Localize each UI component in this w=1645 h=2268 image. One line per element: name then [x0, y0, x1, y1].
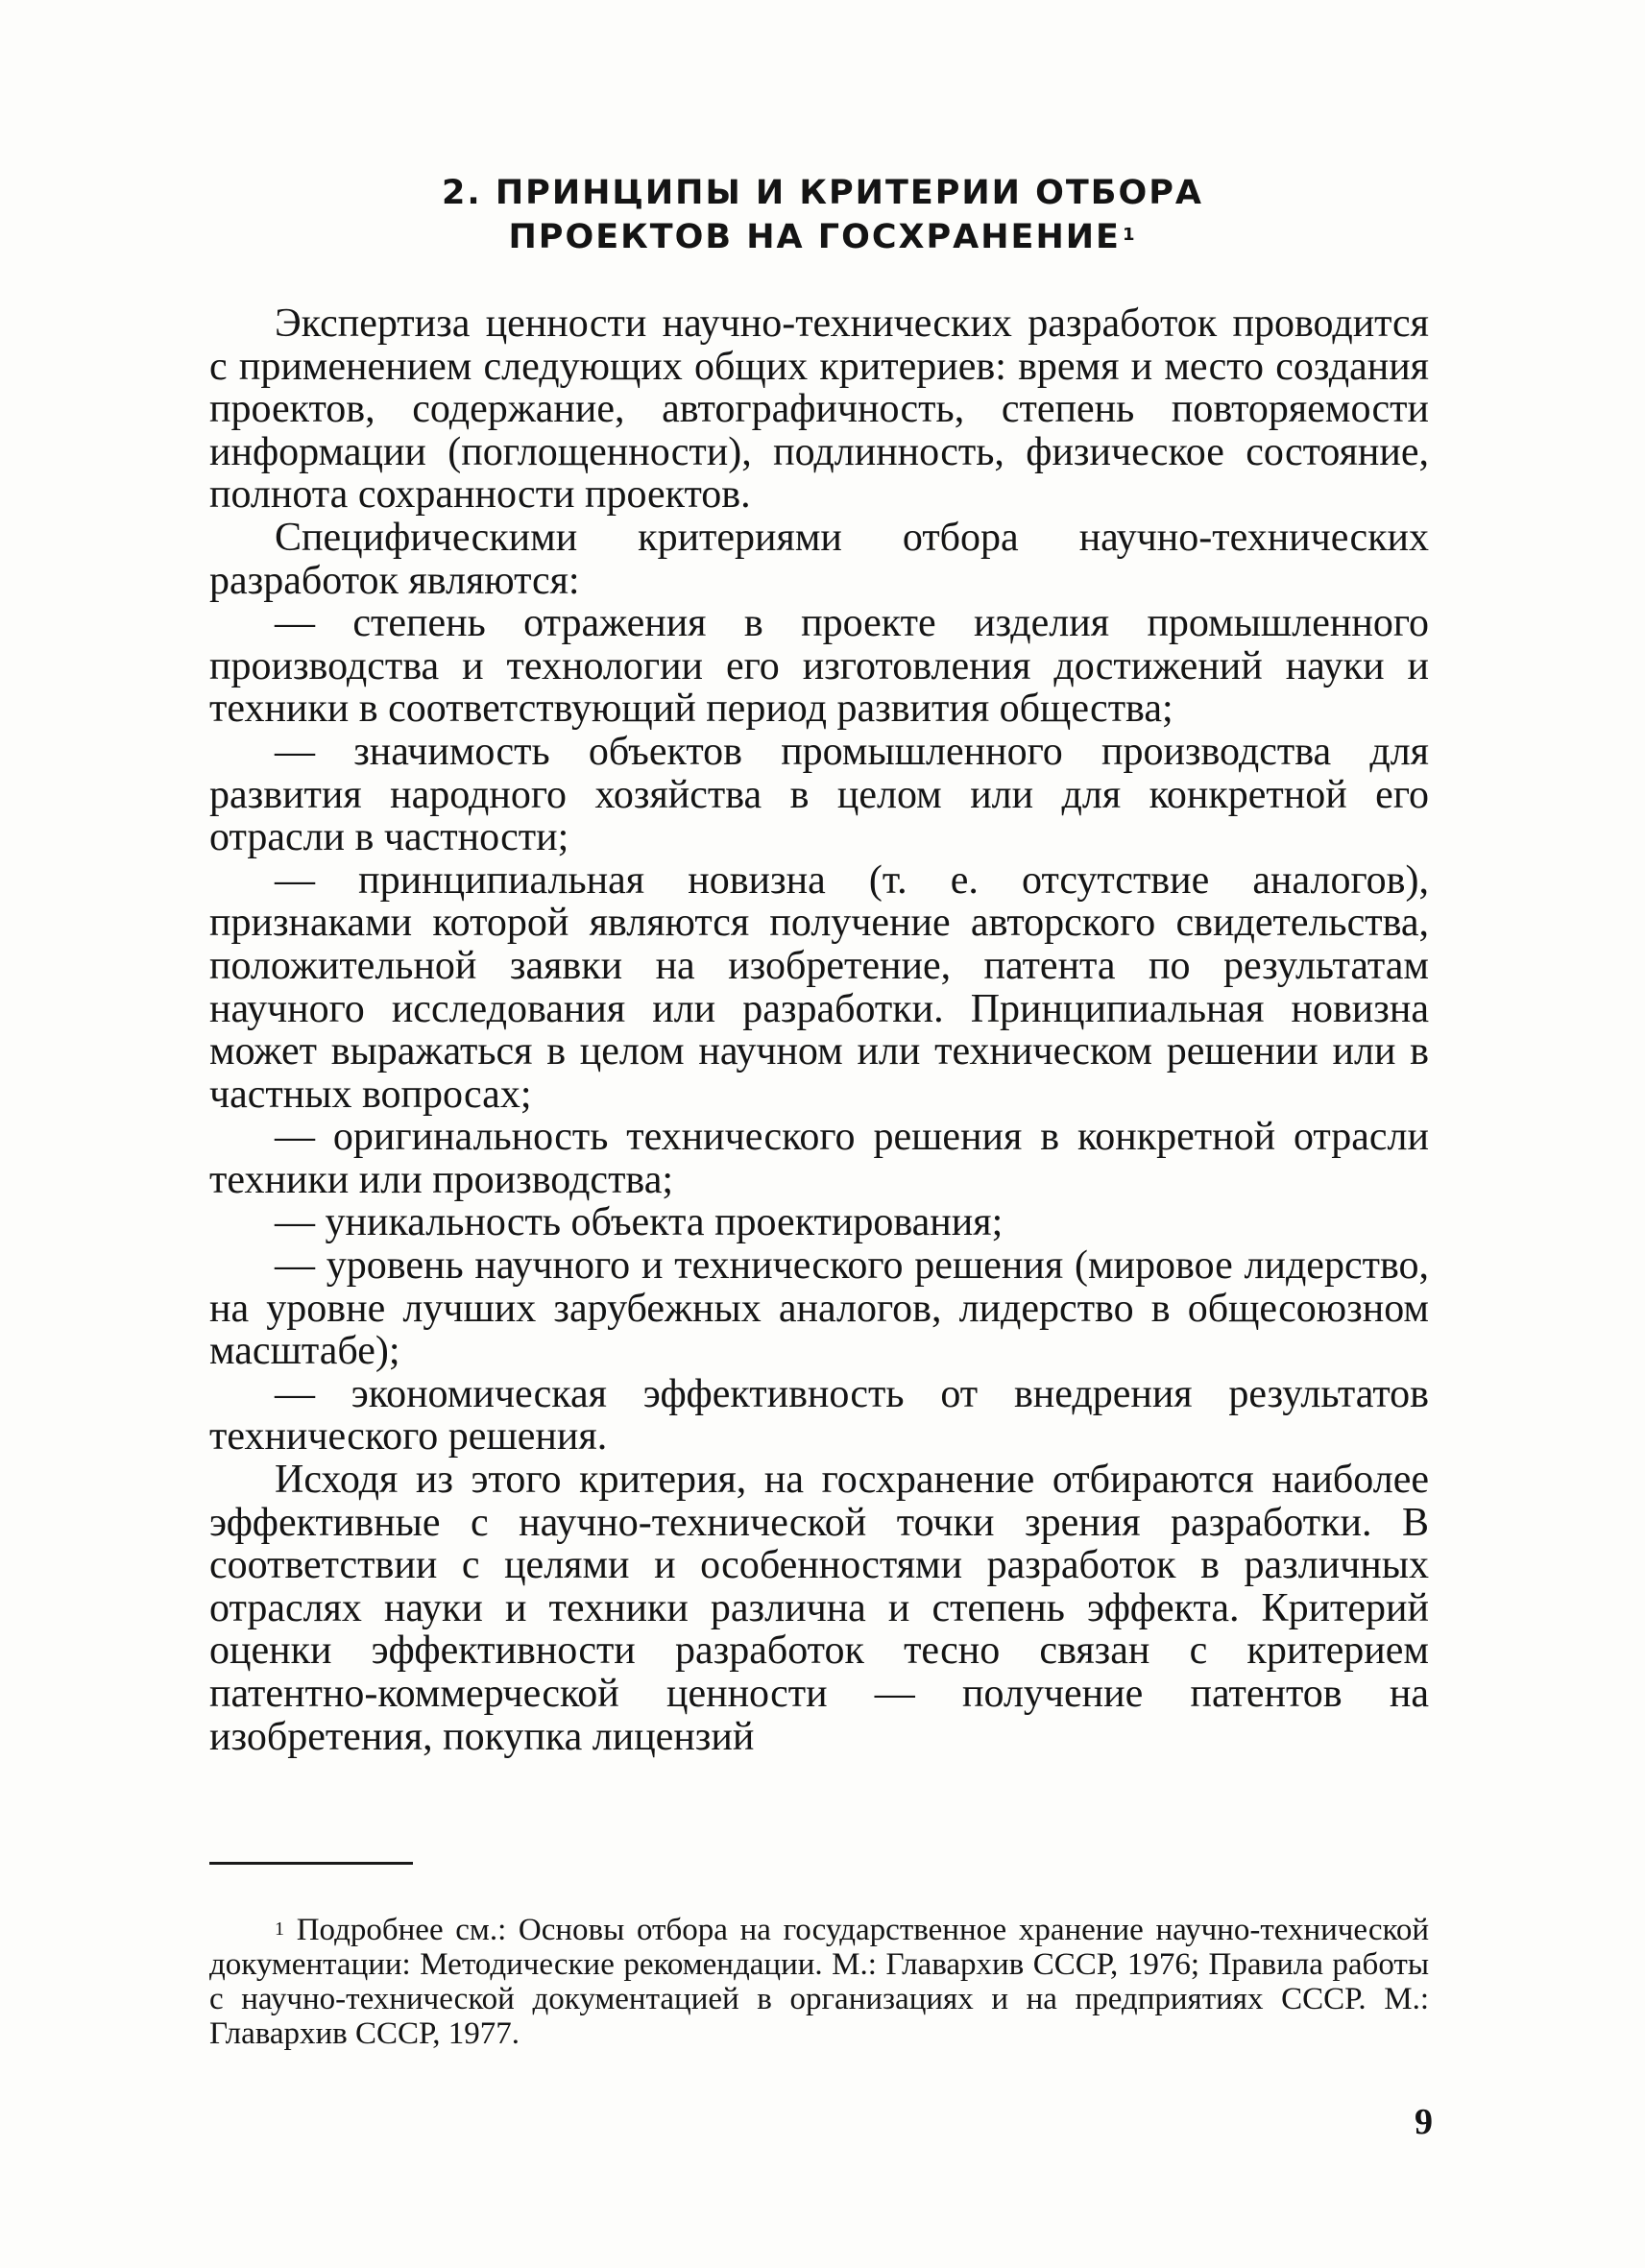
section-heading-text: ПРОЕКТОВ НА ГОСХРАНЕНИЕ — [508, 218, 1121, 256]
paragraph-general-criteria: Экспертиза ценности научно-технических разработок проводится с применением следующих общих критериев: время и место создания проектов, содержание, автографичность, степень повторяемости информации (поглощенности), подлинность, физическое состояние, полнота сохранности проектов. — [209, 302, 1429, 518]
list-item-criterion: — уникальность объекта проектирования; — [275, 1200, 1004, 1245]
paragraph-effectiveness: Исходя из этого критерия, на госхранение отбираются наиболее эффективные с научно-технической точки зрения разработки. В соответствии с целями и особенностями разработок в различных отраслях науки и техники различна и степень эффекта. Критерий оценки эффективности разработок тесно связан с критерием патентно-коммерческой ценности — получение патентов на изобретения, покупка лицензий — [209, 1458, 1429, 1759]
paragraph-specific-criteria-intro: Специфическими критериями отбора научно-технических разработок являются: — [209, 515, 1429, 603]
list-item-criterion: — оригинальность технического решения в конкретной отрасли техники или производства; — [209, 1115, 1429, 1202]
footnote — [209, 1913, 1429, 2051]
body-text — [209, 302, 1429, 1758]
footnote-reference: 1 — [1122, 225, 1137, 245]
footnote-divider — [209, 1862, 413, 1865]
section-heading-line-1: 2. ПРИНЦИПЫ И КРИТЕРИИ ОТБОРА — [442, 174, 1203, 212]
page-number: 9 — [1415, 2102, 1433, 2142]
section-heading-line-2 — [0, 215, 1645, 259]
footnote-marker: 1 — [275, 1918, 284, 1940]
footnote-text: Подробнее см.: Основы отбора на государственное хранение научно-технической документации: Методические рекомендации. М.: Главархив СССР, 1976; Правила работы с научно-технической документацией в организациях и на предприятиях СССР. М.: Главархив СССР, 1977. — [209, 1913, 1430, 2051]
list-item-criterion: — принципиальная новизна (т. е. отсутствие аналогов), признаками которой являются получение авторского свидетельства, положительной заявки на изобретение, патента по результатам научного исследования или разработки. Принципиальная новизна может выражаться в целом научном или техническом решении или в частных вопросах; — [209, 857, 1429, 1117]
list-item-criterion: — экономическая эффективность от внедрения результатов технического решения. — [209, 1371, 1429, 1460]
list-item-criterion: — уровень научного и технического решения (мировое лидерство, на уровне лучших зарубежных аналогов, лидерство в общесоюзном масштабе); — [209, 1243, 1429, 1374]
list-item-criterion: — значимость объектов промышленного производства для развития народного хозяйства в целом или для конкретной его отрасли в частности; — [209, 729, 1429, 860]
list-item-criterion: — степень отражения в проекте изделия промышленного производства и технологии его изготовления достижений науки и техники в соответствующий период развития общества; — [209, 601, 1429, 732]
